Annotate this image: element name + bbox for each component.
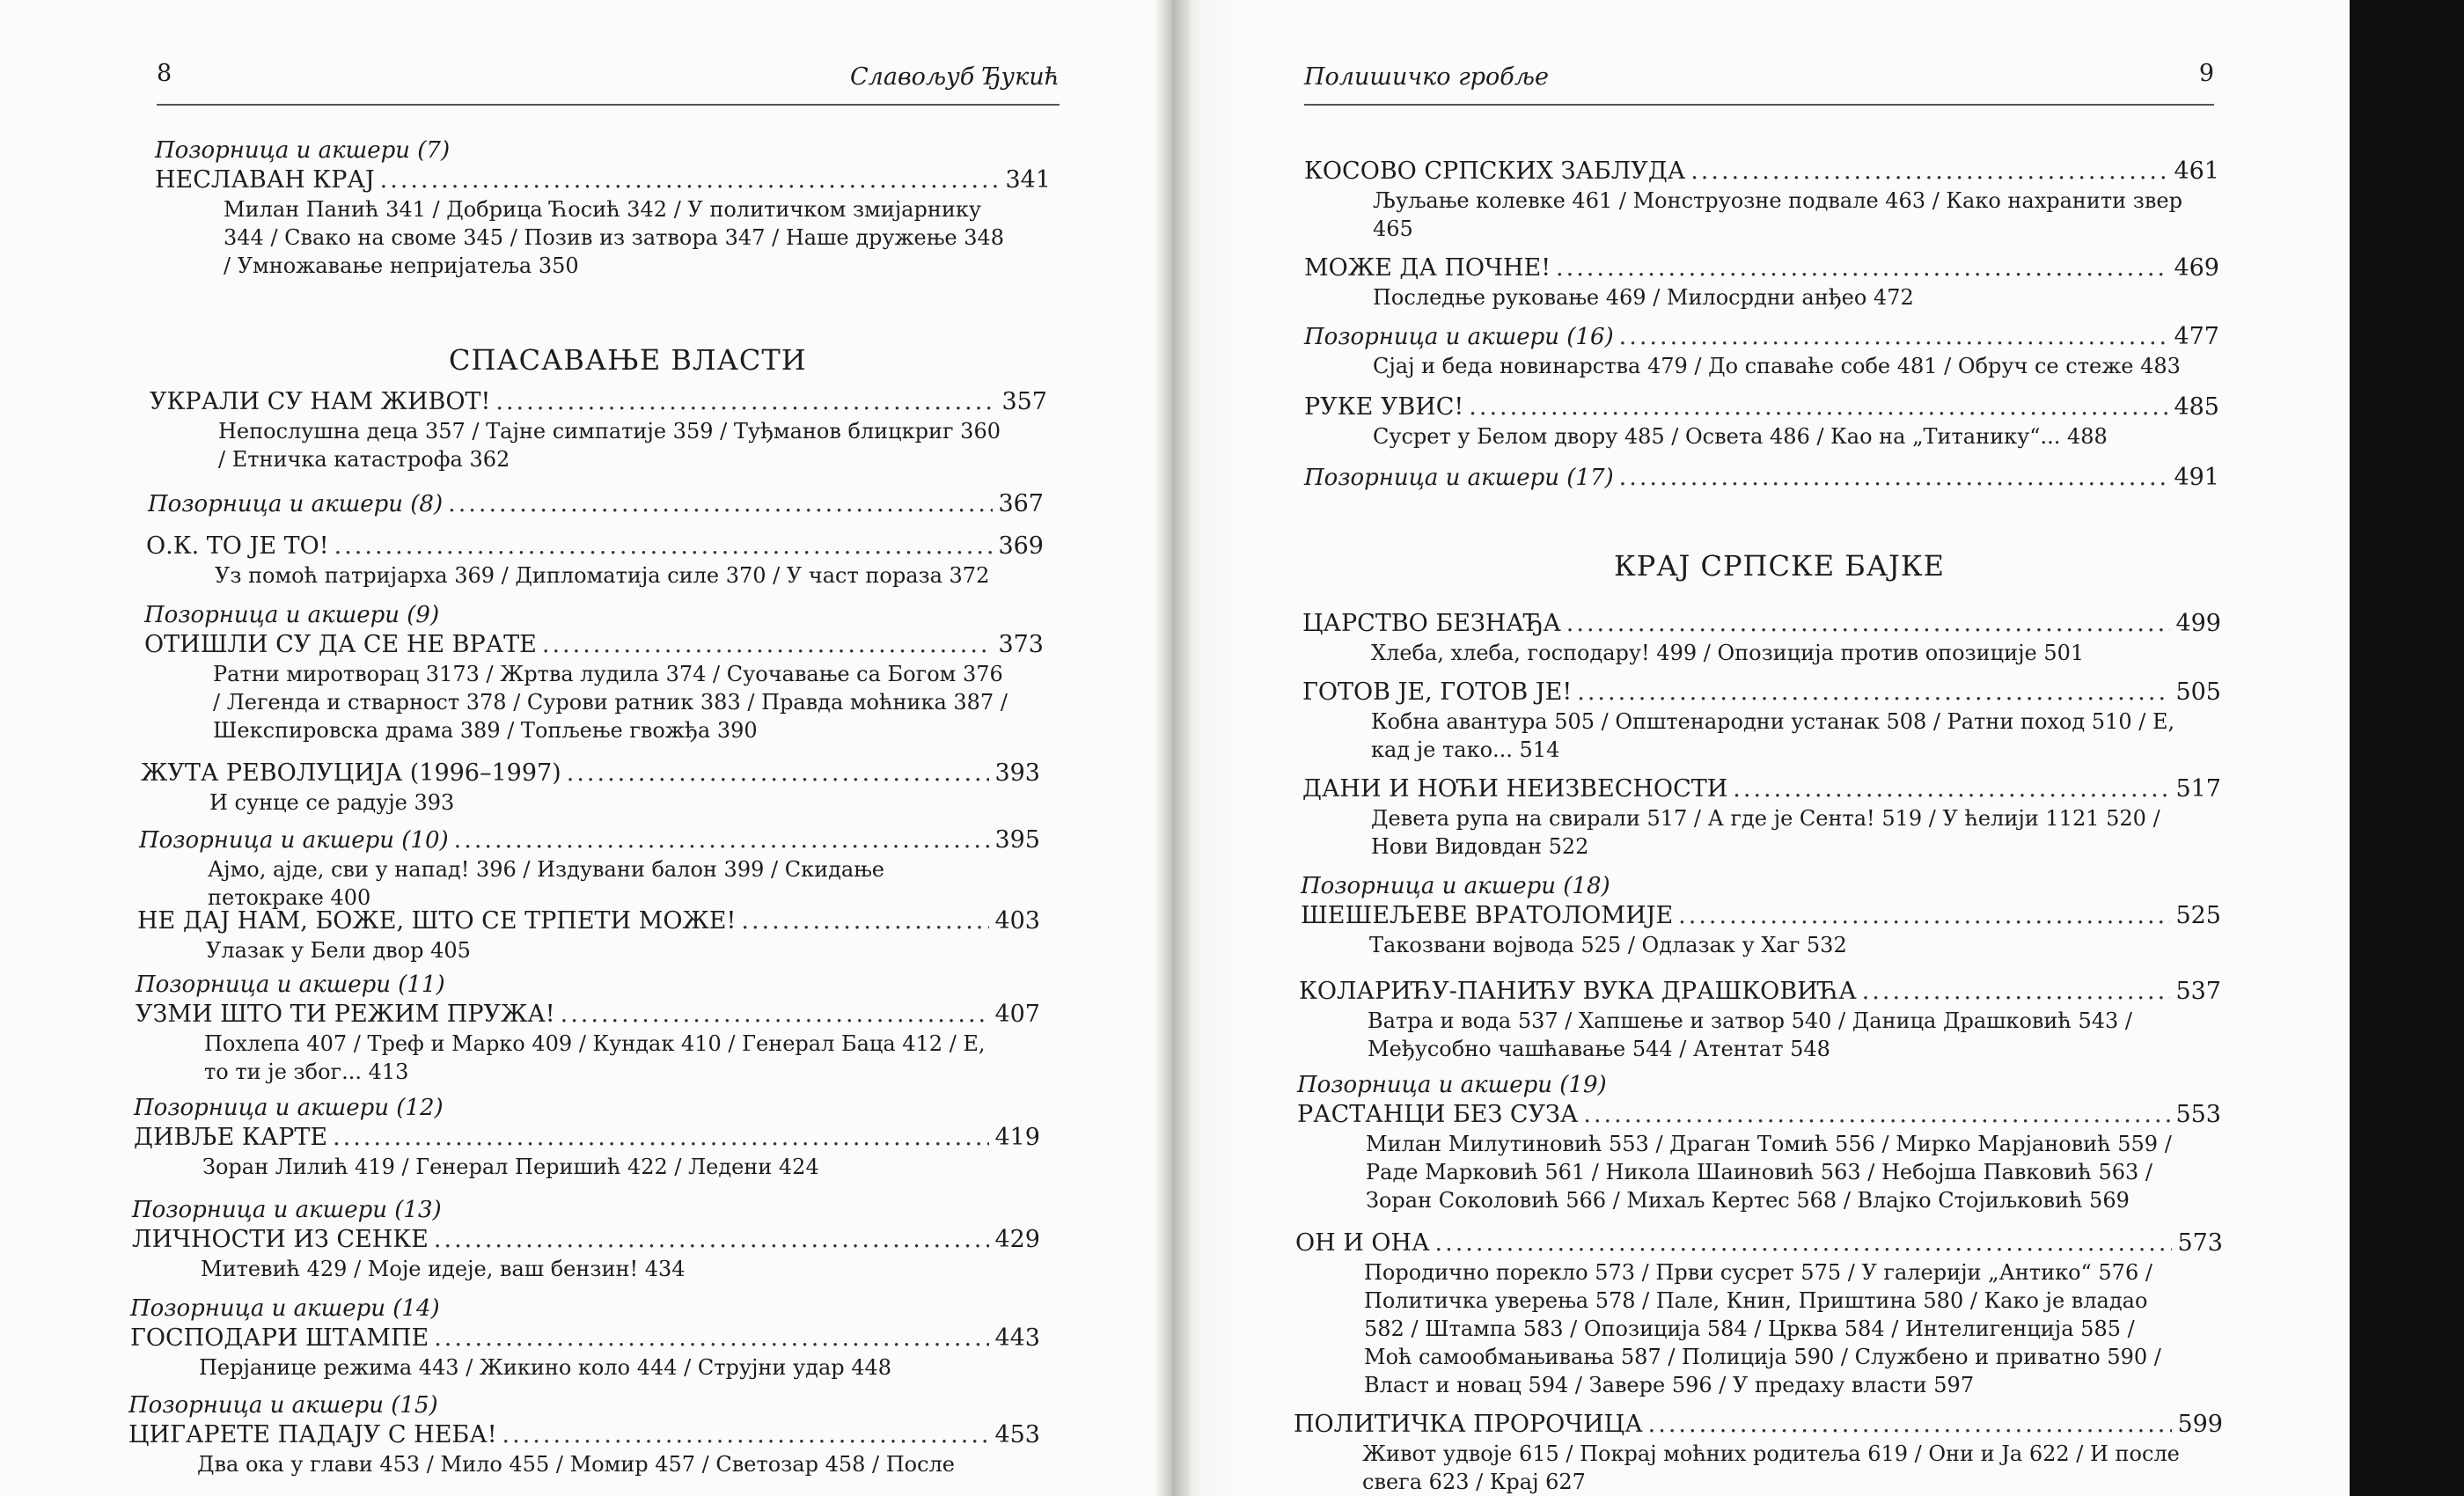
running-head-left [157, 60, 1060, 106]
page-number-left: 8 [157, 60, 172, 87]
toc-entry-page-number: 599 [2177, 1411, 2223, 1438]
toc-entry-page-number: 357 [1001, 388, 1047, 415]
toc-entry-subtopics: Хлеба, хлеба, господару! 499 / Опозиција против опозиције 501 [1371, 641, 2085, 665]
toc-entry [137, 906, 1040, 964]
toc-entry-row [148, 489, 1044, 519]
left-page [0, 0, 1176, 1496]
section-title-right: КРАЈ СРПСКЕ БАЈКЕ [1614, 549, 1945, 583]
toc-entry-row [1294, 1410, 2223, 1440]
dot-leader [1583, 1100, 2170, 1130]
toc-entry-title: Позорница и акшери (8) [148, 491, 444, 517]
toc-entry-page-number: 429 [994, 1226, 1040, 1253]
toc-entry-row [1304, 322, 2219, 352]
toc-entry-title: ЦИГАРЕТЕ ПАДАЈУ С НЕБА! [128, 1421, 497, 1448]
toc-entry-subtopics: Девета рупа на свирали 517 / А где је Сента! 519 / У ћелији 1121 520 / Нови Видовдан 522 [1371, 806, 2160, 859]
toc-entry-subtopics: Породично порекло 573 / Први сусрет 575 / У галерији „Антико“ 576 / Политичка уверења 578 / Пале, Книн, Приштина 580 / Како је владао 582 / Штампа 583 / Опозиција 584 / Црква 584 / Интелигенција 585 / Моћ самообмањивања 587 / Полиција 590 / Службено и приватно 590 / Власт и новац 594 / Завере 596 / У предаху власти 597 [1364, 1260, 2161, 1397]
toc-entry-title: Позорница и акшери (10) [139, 827, 449, 854]
toc-entry-subtopics: Живот удвоје 615 / Покрај моћних родитеља 619 / Они и Ја 622 / И после свега 623 / Крај 627 [1362, 1441, 2180, 1494]
toc-entry-title: Позорница и акшери (17) [1304, 465, 1614, 491]
dot-leader [448, 489, 993, 519]
toc-entry-title: ЦАРСТВО БЕЗНАЂА [1302, 610, 1561, 637]
toc-entry-row [1304, 253, 2219, 283]
dot-leader [1678, 901, 2170, 931]
dot-leader [1619, 463, 2169, 493]
right-page [1176, 0, 2350, 1496]
toc-entry-title: ЖУТА РЕВОЛУЦИЈА (1996–1997) [141, 759, 561, 787]
book-spine-fold [1155, 0, 1190, 1496]
toc-entry-page-number: 517 [2175, 775, 2221, 803]
dot-leader [567, 759, 990, 788]
dot-leader [434, 1324, 989, 1353]
toc-entry [155, 136, 1051, 280]
toc-entry-title: НЕСЛАВАН КРАЈ [155, 166, 375, 194]
dot-leader [561, 1000, 990, 1030]
toc-entry [1304, 253, 2219, 312]
toc-entry-kicker: Позорница и акшери (15) [128, 1392, 438, 1419]
toc-entry [148, 489, 1044, 519]
dot-leader [334, 532, 994, 561]
toc-entry-subtopics: Зоран Лилић 419 / Генерал Перишић 422 / Ледени 424 [202, 1155, 819, 1179]
toc-entry-title: ОН И ОНА [1295, 1229, 1430, 1257]
toc-entry-title: МОЖЕ ДА ПОЧНЕ! [1304, 254, 1551, 282]
toc-entry-row [1304, 157, 2219, 187]
toc-entry [1294, 1410, 2223, 1496]
toc-entry [1299, 977, 2221, 1063]
toc-entry-subtopics: Ајмо, ајде, сви у напад! 396 / Издувани балон 399 / Скидање петокраке 400 [208, 857, 885, 910]
toc-entry-subtopics: Ватра и вода 537 / Хапшење и затвор 540 / Даница Драшковић 543 / Међусобно чашћавање 544 / Атентат 548 [1368, 1008, 2133, 1061]
toc-entry-page-number: 525 [2175, 902, 2221, 929]
toc-entry [1304, 157, 2219, 243]
toc-entry [150, 387, 1047, 473]
toc-entry-kicker: Позорница и акшери (14) [130, 1295, 440, 1322]
dot-leader [454, 825, 990, 855]
toc-entry [1301, 871, 2221, 959]
toc-entry-row [139, 825, 1040, 855]
toc-entry-kicker: Позорница и акшери (9) [144, 602, 440, 628]
toc-entry-row [155, 165, 1051, 195]
toc-entry-row [1304, 463, 2219, 493]
toc-entry [141, 759, 1040, 817]
toc-entry-title: КОСОВО СРПСКИХ ЗАБЛУДА [1304, 158, 1686, 185]
toc-entry-row [1304, 392, 2219, 422]
toc-entry-row [136, 1000, 1040, 1030]
toc-entry-page-number: 341 [1005, 166, 1051, 194]
toc-entry-row [1302, 609, 2221, 639]
toc-entry-kicker: Позорница и акшери (12) [134, 1095, 444, 1121]
toc-entry-subtopics: Похлепа 407 / Треф и Марко 409 / Кундак 410 / Генерал Баца 412 / Е, то ти је због... 413 [204, 1031, 986, 1084]
toc-entry [1302, 774, 2221, 861]
toc-entry-subtopics: Такозвани војвода 525 / Одлазак у Хаг 532 [1369, 933, 1847, 957]
toc-entry-row [1299, 977, 2221, 1007]
toc-entry-title: ОТИШЛИ СУ ДА СЕ НЕ ВРАТЕ [144, 631, 537, 658]
toc-entry-kicker: Позорница и акшери (19) [1297, 1072, 1607, 1098]
toc-entry-page-number: 573 [2177, 1229, 2223, 1257]
toc-entry-page-number: 393 [994, 759, 1040, 787]
toc-entry-subtopics: Перјанице режима 443 / Жикино коло 444 / Струјни удар 448 [199, 1355, 892, 1380]
toc-entry-row [1302, 678, 2221, 708]
toc-entry-row [150, 387, 1047, 417]
toc-entry [136, 970, 1040, 1086]
toc-entry-subtopics: Улазак у Бели двор 405 [206, 938, 471, 963]
toc-entry [146, 532, 1044, 590]
toc-entry-title: ДИВЉЕ КАРТЕ [134, 1124, 328, 1151]
toc-entry-row [132, 1225, 1040, 1255]
toc-entry-kicker: Позорница и акшери (7) [155, 137, 451, 164]
toc-entry-page-number: 505 [2175, 678, 2221, 706]
running-head-right [1304, 60, 2214, 106]
toc-entry-page-number: 553 [2175, 1101, 2221, 1128]
toc-entry-subtopics: Љуљање колевке 461 / Монструозне подвале 463 / Како нахранити звер 465 [1373, 188, 2182, 241]
dot-leader [495, 387, 996, 417]
dot-leader [1435, 1228, 2173, 1258]
toc-entry-page-number: 403 [994, 907, 1040, 935]
section-title-left: СПАСАВАЊЕ ВЛАСТИ [449, 343, 807, 377]
toc-entry-page-number: 369 [998, 532, 1044, 560]
toc-entry-title: НЕ ДАЈ НАМ, БОЖЕ, ШТО СЕ ТРПЕТИ МОЖЕ! [137, 907, 737, 935]
toc-entry [1304, 392, 2219, 451]
toc-entry-row [137, 906, 1040, 936]
toc-entry-row [128, 1420, 1040, 1450]
toc-entry-row [1295, 1228, 2223, 1258]
toc-entry [1304, 463, 2219, 493]
toc-entry-subtopics: Непослушна деца 357 / Тајне симпатије 359 / Туђманов блицкриг 360 / Етничка катастрофа 362 [218, 419, 1001, 472]
running-title-right: Полишичко гробље [1304, 63, 1549, 91]
toc-entry-title: РУКЕ УВИС! [1304, 393, 1464, 421]
toc-entry-page-number: 537 [2175, 978, 2221, 1005]
toc-entry-kicker: Позорница и акшери (11) [136, 972, 445, 998]
toc-entry-page-number: 477 [2174, 323, 2219, 350]
toc-entry-page-number: 407 [994, 1001, 1040, 1028]
toc-entry-page-number: 491 [2174, 464, 2219, 491]
toc-entry [132, 1195, 1040, 1283]
toc-entry-page-number: 499 [2175, 610, 2221, 637]
toc-entry [128, 1390, 1040, 1478]
dot-leader [542, 630, 994, 660]
running-title-left: Славољуб Ђукић [850, 63, 1060, 91]
toc-entry-page-number: 469 [2174, 254, 2219, 282]
toc-entry-title: РАСТАНЦИ БЕЗ СУЗА [1297, 1101, 1579, 1128]
dot-leader [434, 1225, 990, 1255]
toc-entry-subtopics: Сусрет у Белом двору 485 / Освета 486 / Као на „Титанику“... 488 [1373, 424, 2108, 449]
toc-entry-page-number: 443 [994, 1324, 1040, 1352]
toc-entry-row [130, 1324, 1040, 1353]
dot-leader [1556, 253, 2168, 283]
toc-entry-title: ГОСПОДАРИ ШТАМПЕ [130, 1324, 429, 1352]
toc-entry-title: УКРАЛИ СУ НАМ ЖИВОТ! [150, 388, 491, 415]
toc-entry-title: ШЕШЕЉЕВЕ ВРАТОЛОМИЈЕ [1301, 902, 1674, 929]
toc-entry [1302, 609, 2221, 667]
toc-entry-row [141, 759, 1040, 788]
toc-entry-row [144, 630, 1044, 660]
toc-entry-subtopics: Два ока у глави 453 / Мило 455 / Момир 457 / Светозар 458 / После [197, 1452, 956, 1477]
toc-entry [1302, 678, 2221, 764]
toc-entry-page-number: 461 [2174, 158, 2219, 185]
toc-entry [1295, 1228, 2223, 1399]
dot-leader [1690, 157, 2168, 187]
toc-entry-page-number: 419 [994, 1124, 1040, 1151]
toc-entry-row [1301, 901, 2221, 931]
toc-entry-title: Позорница и акшери (16) [1304, 324, 1614, 350]
toc-entry-kicker: Позорница и акшери (18) [1301, 873, 1610, 899]
toc-entry-kicker: Позорница и акшери (13) [132, 1197, 442, 1223]
toc-entry-title: ЛИЧНОСТИ ИЗ СЕНКЕ [132, 1226, 429, 1253]
toc-entry-page-number: 373 [998, 631, 1044, 658]
toc-entry-row [134, 1123, 1040, 1153]
dot-leader [380, 165, 1001, 195]
toc-entry-row [146, 532, 1044, 561]
toc-entry-subtopics: Ратни миротворац 3173 / Жртва лудила 374 / Суочавање са Богом 376 / Легенда и стварност 378 / Сурови ратник 383 / Правда моћника 387 / Шекспировска драма 389 / Топљење гвожђа 390 [213, 662, 1008, 743]
toc-entry-row [1302, 774, 2221, 804]
toc-entry [1297, 1070, 2221, 1214]
toc-entry-page-number: 485 [2174, 393, 2219, 421]
toc-entry-title: ПОЛИТИЧКА ПРОРОЧИЦА [1294, 1411, 1643, 1438]
toc-entry [144, 600, 1044, 744]
dot-leader [502, 1420, 990, 1450]
toc-entry [130, 1294, 1040, 1382]
page-number-right: 9 [2198, 60, 2214, 87]
dot-leader [1619, 322, 2169, 352]
toc-entry-subtopics: Милан Милутиновић 553 / Драган Томић 556 / Мирко Марјановић 559 / Раде Марковић 561 / Никола Шаиновић 563 / Небојша Павковић 563 / Зоран Соколовић 566 / Михаљ Кертес 568 / Влајко Стојиљковић 569 [1366, 1132, 2172, 1213]
dot-leader [1566, 609, 2171, 639]
toc-entry-subtopics: Милан Панић 341 / Добрица Ћосић 342 / У политичком змијарнику 344 / Свако на своме 345 / Позив из затвора 347 / Наше дружење 348 / Умножавање непријатеља 350 [224, 197, 1005, 278]
toc-entry-title: ГОТОВ ЈЕ, ГОТОВ ЈЕ! [1302, 678, 1573, 706]
dot-leader [1862, 977, 2171, 1007]
toc-entry-title: КОЛАРИЋУ-ПАНИЋУ ВУКА ДРАШКОВИЋА [1299, 978, 1857, 1005]
scanner-background-edge [2350, 0, 2464, 1496]
toc-entry-row [1297, 1100, 2221, 1130]
toc-entry-subtopics: Последње руковање 469 / Милосрдни анђео 472 [1373, 285, 1914, 310]
toc-entry-subtopics: Сјај и беда новинарства 479 / До спаваће собе 481 / Обруч се стеже 483 [1373, 354, 2181, 378]
toc-entry [134, 1093, 1040, 1181]
toc-entry-page-number: 453 [994, 1421, 1040, 1448]
dot-leader [333, 1123, 989, 1153]
toc-entry [139, 825, 1040, 912]
toc-entry-title: О.К. ТО ЈЕ ТО! [146, 532, 329, 560]
toc-entry [1304, 322, 2219, 380]
toc-entry-subtopics: Митевић 429 / Моје идеје, ваш бензин! 434 [201, 1257, 686, 1281]
toc-entry-page-number: 395 [994, 826, 1040, 854]
dot-leader [1648, 1410, 2173, 1440]
dot-leader [1733, 774, 2170, 804]
dot-leader [1577, 678, 2170, 708]
toc-entry-subtopics: Уз помоћ патријарха 369 / Дипломатија силе 370 / У част пораза 372 [215, 563, 990, 588]
toc-entry-title: ДАНИ И НОЋИ НЕИЗВЕСНОСТИ [1302, 775, 1728, 803]
dot-leader [741, 906, 989, 936]
toc-entry-title: УЗМИ ШТО ТИ РЕЖИМ ПРУЖА! [136, 1001, 555, 1028]
toc-entry-page-number: 367 [998, 490, 1044, 517]
toc-entry-subtopics: Кобна авантура 505 / Општенародни устанак 508 / Ратни поход 510 / Е, кад је тако... 514 [1371, 709, 2175, 762]
dot-leader [1469, 392, 2168, 422]
toc-entry-subtopics: И сунце се радује 393 [209, 790, 455, 815]
